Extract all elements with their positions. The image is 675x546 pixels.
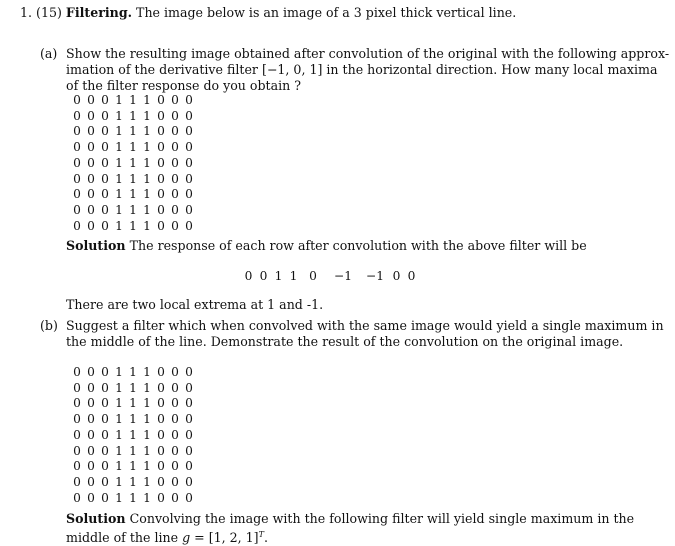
matrix-cell: 1	[143, 459, 151, 474]
matrix-cell: 0	[157, 171, 165, 186]
matrix-cell: 0	[157, 108, 165, 123]
matrix-cell: 0	[101, 459, 109, 474]
matrix-cell: 0	[171, 108, 179, 123]
matrix-cell: 1	[129, 155, 137, 170]
response-value: 0	[309, 269, 317, 283]
matrix-row	[70, 412, 196, 428]
matrix-cell: 0	[87, 108, 95, 123]
matrix-cell: 1	[129, 124, 137, 139]
matrix-cell: 1	[115, 124, 123, 139]
matrix-row	[70, 156, 196, 172]
matrix-cell: 0	[101, 155, 109, 170]
matrix-cell: 0	[73, 365, 81, 379]
matrix-cell: 0	[185, 155, 193, 170]
matrix-cell: 1	[129, 93, 137, 107]
part-a-solution	[66, 238, 587, 253]
matrix-cell: 1	[143, 93, 151, 107]
matrix-cell: 1	[115, 459, 123, 474]
part-b-label: (b)	[40, 318, 58, 333]
matrix-cell: 0	[185, 443, 193, 458]
matrix-row	[70, 475, 196, 491]
matrix-cell: 0	[171, 427, 179, 442]
part-a-question	[66, 46, 670, 94]
matrix-row	[70, 140, 196, 156]
filter-period: .	[263, 530, 268, 546]
matrix-cell: 0	[171, 365, 179, 379]
matrix-cell: 0	[101, 93, 109, 107]
matrix-cell: 1	[129, 459, 137, 474]
matrix-cell: 0	[101, 108, 109, 123]
matrix-cell: 0	[171, 490, 179, 505]
matrix-cell: 1	[129, 171, 137, 186]
matrix-cell: 1	[129, 474, 137, 489]
matrix-cell: 1	[115, 171, 123, 186]
matrix-cell: 1	[129, 365, 137, 379]
matrix-cell: 0	[157, 474, 165, 489]
matrix-cell: 0	[73, 202, 81, 217]
matrix-cell: 0	[87, 412, 95, 427]
matrix-row	[70, 203, 196, 219]
matrix-row	[70, 219, 196, 235]
part-a-line-1: Show the resulting image obtained after convolution of the original with the following approx-	[66, 46, 670, 61]
part-b-solution	[66, 511, 635, 546]
matrix-cell: 0	[101, 490, 109, 505]
matrix-cell: 1	[129, 202, 137, 217]
matrix-cell: 0	[73, 93, 81, 107]
part-a-solution-label: Solution	[66, 238, 126, 253]
matrix-cell: 0	[171, 218, 179, 233]
matrix-cell: 0	[157, 155, 165, 170]
matrix-cell: 0	[87, 459, 95, 474]
matrix-cell: 1	[115, 427, 123, 442]
matrix-cell: 0	[171, 93, 179, 107]
matrix-cell: 1	[143, 365, 151, 379]
matrix-row	[70, 381, 196, 397]
matrix-row	[70, 459, 196, 475]
matrix-cell: 0	[87, 443, 95, 458]
matrix-cell: 0	[157, 490, 165, 505]
matrix-cell: 1	[115, 155, 123, 170]
matrix-cell: 1	[143, 187, 151, 202]
matrix-row	[70, 491, 196, 507]
matrix-cell: 1	[143, 412, 151, 427]
matrix-cell: 0	[157, 93, 165, 107]
matrix-cell: 1	[129, 218, 137, 233]
matrix-cell: 0	[87, 124, 95, 139]
matrix-cell: 0	[87, 202, 95, 217]
matrix-cell: 0	[171, 140, 179, 155]
part-b-solution-label: Solution	[66, 511, 126, 526]
matrix-cell: 0	[157, 187, 165, 202]
matrix-cell: 1	[115, 474, 123, 489]
matrix-cell: 1	[115, 202, 123, 217]
matrix-cell: 1	[143, 380, 151, 395]
matrix-cell: 0	[101, 443, 109, 458]
problem-number: 1.	[20, 5, 33, 20]
response-value: 1	[274, 269, 283, 283]
matrix-cell: 0	[101, 396, 109, 411]
matrix-row	[70, 124, 196, 140]
matrix-cell: 1	[115, 140, 123, 155]
matrix-cell: 0	[185, 412, 193, 427]
matrix-cell: 0	[101, 202, 109, 217]
matrix-cell: 1	[129, 140, 137, 155]
matrix-cell: 0	[73, 380, 81, 395]
matrix-cell: 0	[171, 155, 179, 170]
response-value: 0	[244, 269, 253, 283]
matrix-cell: 0	[73, 218, 81, 233]
matrix-cell: 1	[115, 108, 123, 123]
matrix-row	[70, 365, 196, 381]
problem-title: Filtering.	[65, 5, 133, 20]
matrix-cell: 0	[157, 218, 165, 233]
matrix-cell: 0	[87, 474, 95, 489]
matrix-row	[70, 172, 196, 188]
matrix-cell: 0	[101, 124, 109, 139]
matrix-cell: 0	[73, 474, 81, 489]
matrix-cell: 1	[143, 396, 151, 411]
matrix-cell: 1	[115, 412, 123, 427]
matrix-cell: 0	[157, 412, 165, 427]
matrix-cell: 0	[101, 427, 109, 442]
matrix-cell: 0	[185, 427, 193, 442]
response-value: 0	[259, 269, 268, 283]
matrix-cell: 1	[143, 155, 151, 170]
response-value: 1	[289, 269, 298, 283]
matrix-cell: 0	[87, 490, 95, 505]
matrix-cell: 0	[87, 187, 95, 202]
matrix-cell: 0	[185, 187, 193, 202]
response-value: 0	[407, 269, 416, 283]
matrix-cell: 0	[87, 93, 95, 107]
matrix-cell: 1	[115, 218, 123, 233]
matrix-cell: 1	[143, 218, 151, 233]
matrix-cell: 0	[87, 427, 95, 442]
matrix-cell: 0	[101, 412, 109, 427]
matrix-cell: 1	[129, 427, 137, 442]
matrix-cell: 0	[73, 171, 81, 186]
matrix-cell: 0	[171, 459, 179, 474]
matrix-cell: 0	[185, 218, 193, 233]
matrix-cell: 0	[87, 171, 95, 186]
matrix-cell: 0	[87, 365, 95, 379]
matrix-cell: 0	[157, 459, 165, 474]
matrix-cell: 1	[129, 412, 137, 427]
matrix-cell: 0	[73, 443, 81, 458]
part-a-label: (a)	[40, 46, 58, 61]
matrix-cell: 1	[143, 124, 151, 139]
response-value: −1	[334, 269, 352, 283]
part-b-question	[66, 318, 664, 350]
matrix-cell: 0	[157, 380, 165, 395]
matrix-cell: 0	[185, 474, 193, 489]
problem-intro: The image below is an image of a 3 pixel thick vertical line.	[136, 5, 517, 20]
part-b-solution-line-1: Convolving the image with the following filter will yield single maximum in the	[129, 511, 635, 526]
matrix-cell: 0	[157, 202, 165, 217]
matrix-cell: 0	[73, 108, 81, 123]
matrix-cell: 0	[157, 140, 165, 155]
part-a-solution-text: The response of each row after convolution with the above filter will be	[129, 238, 587, 253]
matrix-cell: 0	[73, 124, 81, 139]
matrix-cell: 0	[157, 365, 165, 379]
matrix-cell: 0	[101, 140, 109, 155]
matrix-row	[70, 428, 196, 444]
matrix-cell: 1	[115, 380, 123, 395]
matrix-cell: 0	[185, 140, 193, 155]
matrix-cell: 0	[73, 427, 81, 442]
part-b-image-matrix	[70, 365, 196, 506]
part-a-response-row	[241, 268, 419, 284]
matrix-cell: 0	[73, 155, 81, 170]
matrix-cell: 0	[185, 124, 193, 139]
matrix-row	[70, 109, 196, 125]
matrix-cell: 1	[143, 171, 151, 186]
part-a-line-3: of the filter response do you obtain ?	[66, 78, 302, 93]
part-a-image-matrix	[70, 93, 196, 234]
matrix-cell: 0	[185, 171, 193, 186]
matrix-cell: 1	[129, 108, 137, 123]
matrix-cell: 0	[101, 365, 109, 379]
filter-equation	[182, 530, 268, 545]
matrix-cell: 0	[101, 474, 109, 489]
matrix-cell: 1	[143, 108, 151, 123]
matrix-cell: 1	[143, 443, 151, 458]
matrix-cell: 1	[115, 93, 123, 107]
matrix-row	[70, 187, 196, 203]
problem-header	[20, 5, 516, 20]
matrix-cell: 0	[185, 490, 193, 505]
problem-points: (15)	[36, 5, 62, 20]
matrix-cell: 0	[171, 412, 179, 427]
matrix-cell: 0	[157, 427, 165, 442]
matrix-cell: 0	[101, 380, 109, 395]
matrix-cell: 0	[73, 412, 81, 427]
matrix-cell: 0	[101, 218, 109, 233]
matrix-cell: 1	[143, 140, 151, 155]
filter-transpose: T	[258, 530, 264, 539]
matrix-cell: 0	[87, 380, 95, 395]
matrix-row	[70, 444, 196, 460]
matrix-cell: 0	[73, 396, 81, 411]
matrix-cell: 0	[157, 443, 165, 458]
matrix-cell: 1	[115, 490, 123, 505]
part-a-line-2: imation of the derivative filter [−1, 0, 1] in the horizontal direction. How many local maxima	[66, 62, 658, 77]
matrix-cell: 0	[87, 218, 95, 233]
matrix-cell: 0	[87, 140, 95, 155]
matrix-cell: 0	[157, 124, 165, 139]
matrix-cell: 1	[143, 474, 151, 489]
matrix-cell: 1	[115, 396, 123, 411]
matrix-cell: 0	[73, 140, 81, 155]
matrix-cell: 0	[73, 187, 81, 202]
matrix-row	[70, 396, 196, 412]
matrix-cell: 1	[115, 187, 123, 202]
matrix-row	[70, 93, 196, 109]
matrix-cell: 0	[87, 155, 95, 170]
matrix-cell: 0	[73, 490, 81, 505]
matrix-cell: 0	[171, 202, 179, 217]
matrix-cell: 1	[115, 443, 123, 458]
matrix-cell: 1	[129, 396, 137, 411]
matrix-cell: 0	[171, 124, 179, 139]
matrix-cell: 0	[185, 108, 193, 123]
matrix-cell: 0	[171, 171, 179, 186]
matrix-cell: 0	[171, 396, 179, 411]
response-value: −1	[366, 269, 384, 283]
matrix-cell: 0	[185, 93, 193, 107]
matrix-cell: 1	[129, 490, 137, 505]
matrix-cell: 0	[73, 459, 81, 474]
matrix-cell: 0	[171, 474, 179, 489]
matrix-cell: 0	[87, 396, 95, 411]
matrix-cell: 0	[185, 459, 193, 474]
matrix-cell: 1	[129, 380, 137, 395]
matrix-cell: 1	[143, 490, 151, 505]
response-value: 0	[392, 269, 401, 283]
part-a-conclusion: There are two local extrema at 1 and -1.	[66, 297, 324, 312]
matrix-cell: 1	[143, 427, 151, 442]
matrix-cell: 1	[129, 443, 137, 458]
matrix-cell: 0	[185, 396, 193, 411]
matrix-cell: 0	[185, 202, 193, 217]
matrix-cell: 0	[171, 380, 179, 395]
matrix-cell: 0	[185, 380, 193, 395]
filter-value: = [1, 2, 1]	[190, 530, 259, 546]
part-b-line-1: Suggest a filter which when convolved with the same image would yield a single maximum in	[66, 318, 664, 333]
matrix-cell: 0	[157, 396, 165, 411]
matrix-cell: 0	[171, 443, 179, 458]
filter-variable: g	[182, 530, 191, 546]
matrix-cell: 1	[143, 202, 151, 217]
matrix-cell: 1	[129, 187, 137, 202]
matrix-cell: 0	[171, 187, 179, 202]
matrix-cell: 0	[185, 365, 193, 379]
part-b-line-2: the middle of the line. Demonstrate the result of the convolution on the original image.	[66, 334, 624, 349]
matrix-cell: 0	[101, 187, 109, 202]
matrix-cell: 0	[101, 171, 109, 186]
matrix-cell: 1	[115, 365, 123, 379]
part-b-solution-line-2: middle of the line	[66, 530, 179, 546]
